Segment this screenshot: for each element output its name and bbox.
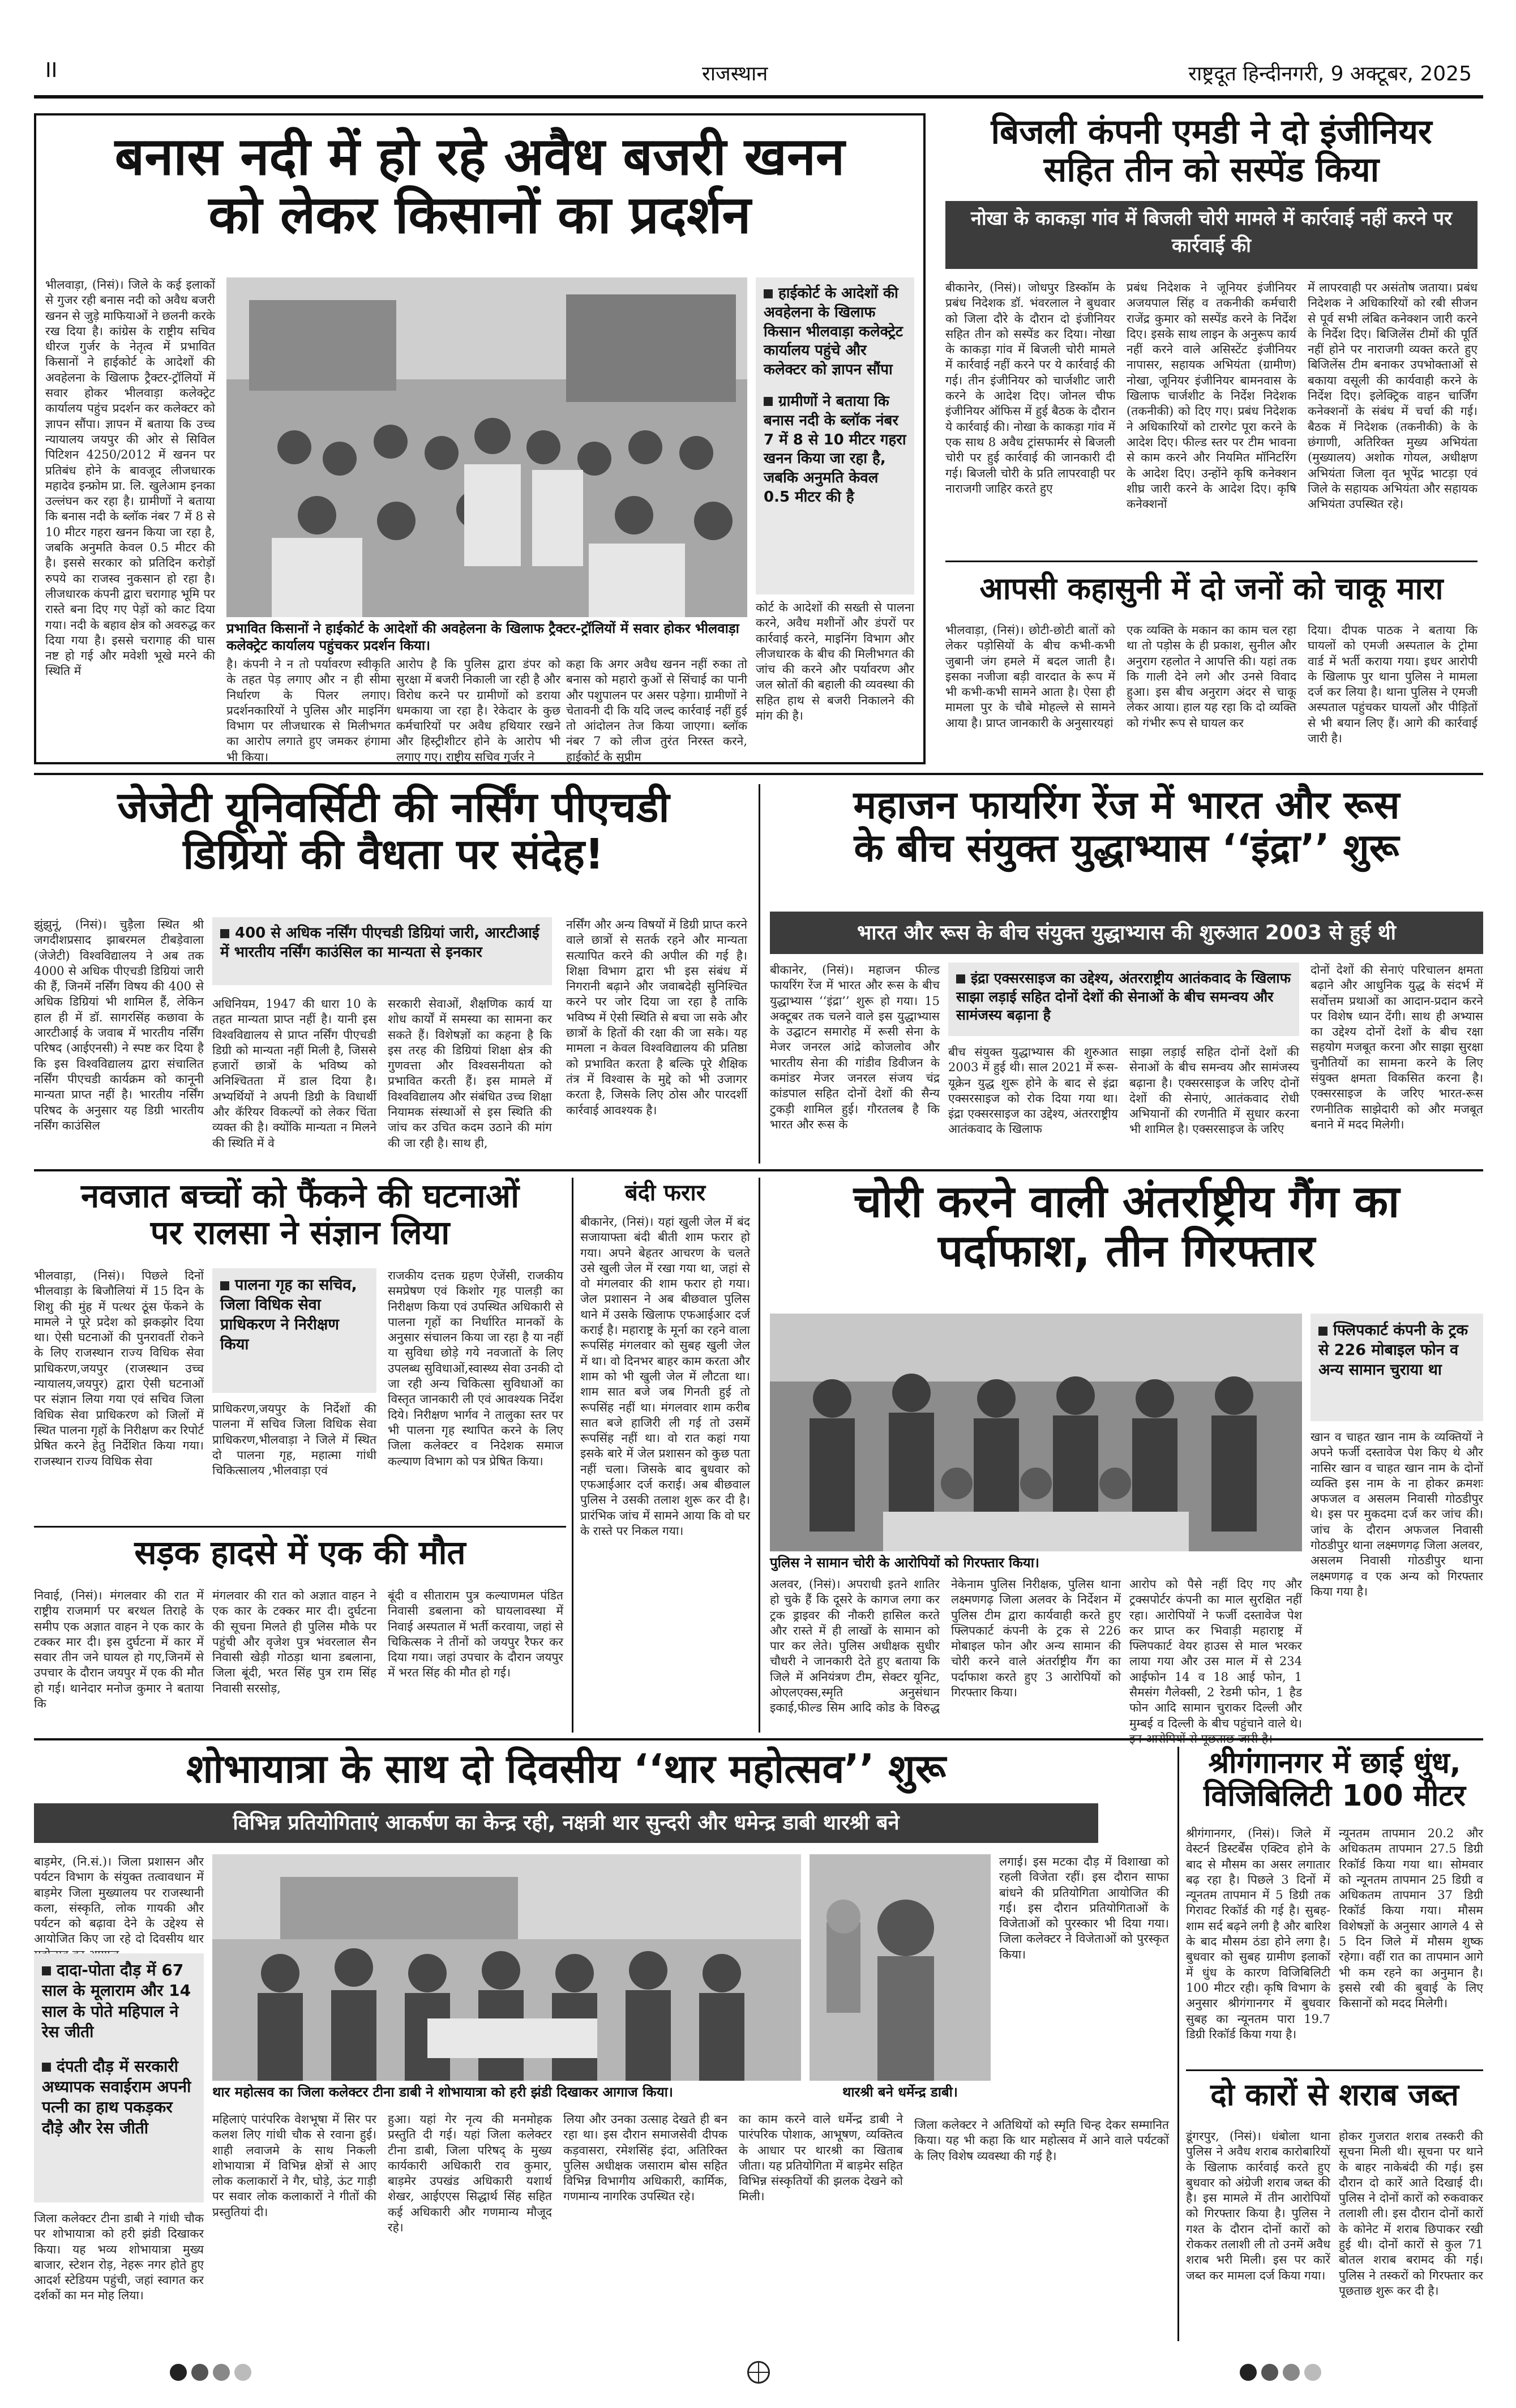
story-indra-col1: बीकानेर, (निसं)। महाजन फील्ड फायरिंग रेंज में भारत और रूस के बीच युद्धाभ्यास ‘‘इंद्रा’’ शुरू हो गया। 15 अक्टूबर तक चलने वाले इस युद्धाभ्यास के उद्घाटन समारोह में रूसी सेना के मेजर जनरल आंद्रे कोजलोव और भारतीय सेना की गांडीव डिवीजन के कमांडर मेजर जनरल संजय चंद्र कांडपाल सहित दोनों देशों की सैन्य टुकड़ी शामिल हुई। गौरतलब है कि भारत और रूस के xyxy=(770,963,940,1131)
story-thar-callouts xyxy=(34,1953,204,2202)
headline-line-1: श्रीगंगानगर में छाई धुंध, xyxy=(1208,1746,1461,1780)
callout-text: फ्लिपकार्ट कंपनी के ट्रक से 226 मोबाइल फोन व अन्य सामान चुराया था xyxy=(1318,1321,1468,1379)
story-indra-banner: भारत और रूस के बीच संयुक्त युद्धाभ्यास की शुरुआत 2003 से हुई थी xyxy=(770,912,1483,954)
bullet-icon xyxy=(220,1281,229,1290)
story-discom-col3: में लापरवाही पर असंतोष जताया। प्रबंध निदेशक ने अधिकारियों को रबी सीजन से पूर्व सभी लंबित कनेक्शन जारी करने के निर्देश दिए। बिजिलेंस टीमों की पूर्ति नहीं होने पर नाराजगी व्यक्त करते हुए बिजिलेंस टीम बनाकर उपभोक्ताओं से बकाया वसूली की कार्यवाही करने के निर्देश दिए। इलेक्ट्रिक वाहन चार्जिंग कनेक्शनों के संबंध में चर्चा की गई। बैठक में निदेशक (तकनीकी) के के छंगाणी, अतिरिक्त मुख्य अभियंता (मुख्यालय) अशोक गोयल, अधीक्षण अभियंता जिला वृत भूपेंद्र भाटड़ा एवं जिले के सहायक अभियंता और सहायक अभियंता उपस्थित रहे। xyxy=(1308,281,1478,511)
color-dot xyxy=(1283,2364,1300,2381)
color-dot xyxy=(1240,2364,1257,2381)
color-dot xyxy=(1304,2364,1321,2381)
color-dot xyxy=(1261,2364,1278,2381)
story-indra-col3: साझा लड़ाई सहित दोनों देशों की सेनाओं के बीच समन्वय और सामंजस्य बढ़ाना है। एक्सरसाइज के जरिए दोनों देशों की सेनाएं, आतंकवाद रोधी अभियानों की रणनीति में सुधार करना भी शामिल है। एक्सरसाइज के जरिए xyxy=(1129,1045,1299,1136)
page-number: II xyxy=(45,59,58,82)
story-indra-callout xyxy=(948,963,1299,1036)
story-thar-col-c: महिलाएं पारंपरिक वेशभूषा में सिर पर कलश लिए गांधी चौक से रवाना हुई। शाही लवाजमे के साथ निकली शोभायात्रा में विभिन्न क्षेत्रों से आए लोक कलाकारों ने गैर, घोड़े, ऊंट गाड़ी पर सवार लोक कलाकारों ने गीतों की प्रस्तुतियां दी। xyxy=(212,2112,376,2219)
color-dot xyxy=(191,2364,208,2381)
story-knife-col1: भीलवाड़ा, (निसं)। छोटी-छोटी बातों को लेकर पड़ोसियों के बीच कभी-कभी जुबानी जंग हमले में बदल जाती है। इसका नजीजा बड़ी वारदात के रूप में भी कभी-कभी सामने आता है। ऐसा ही मामला पुर के चौबे मोहल्ले से सामने आया है। प्राप्त जानकारी के अनुसारयहां xyxy=(945,623,1115,730)
registration-dots-left xyxy=(170,2364,256,2383)
story-fog-headline xyxy=(1186,1747,1483,1812)
story-banas-headline xyxy=(45,127,914,244)
headline-line-1: बनास नदी में हो रहे अवैध बजरी खनन xyxy=(114,126,845,187)
headline-line-2: पर्दाफाश, तीन गिरफ्तार xyxy=(938,1226,1315,1277)
headline-line-2: डिग्रियों की वैधता पर संदेह! xyxy=(183,829,604,879)
story-jjt-col1: झुंझुनूं, (निसं)। चुड़ैला स्थित श्री जगदीशप्रसाद झाबरमल टीबड़ेवाला (जेजेटी) विश्वविद्यालय ने अब तक 4000 से अधिक पीएचडी डिग्रियां जारी की हैं, जिनमें नर्सिंग विषय की 400 से अधिक डिग्रियां भी शामिल हैं, लेकिन हाल ही में डॉ. सागरसिंह कछावा के आरटीआई के जवाब में भारतीय नर्सिंग परिषद (आईएनसी) ने स्पष्ट कर दिया है कि इस विश्वविद्यालय द्वारा संचालित नर्सिंग पीएचडी कार्यक्रम को कानूनी मान्यता प्राप्त नहीं है। भारतीय नर्सिंग परिषद के अनुसार यह डिग्री भारतीय नर्सिंग काउंसिल xyxy=(34,918,204,1132)
color-dot xyxy=(170,2364,187,2381)
story-ralsa-col3: राजकीय दत्तक ग्रहण ऐजेंसी, राजकीय समप्रेषण एवं किशोर गृह पालड़ी का निरीक्षण किया एवं उपस्थित अधिकारी से पालना गृहों का निर्धारित मानकों के अनुसार संचालन किया जा रहा है या नहीं या सुविधा छोड़े गये नवजातों के लिए उपलब्ध सुविधाओं,स्वास्थ्य सेवा उनकी दो जा रही अन्य चिकित्सा सुविधाओं का विस्तृत जानकारी ली एवं आवश्यक निर्देश दिये। निरीक्षण भार्गव ने तालुका स्तर पर भी पालना गृह स्थापित करने के लिए जिला कलेक्टर व निदेशक समाज कल्याण विभाग को पत्र प्रेषित किया। xyxy=(388,1269,563,1468)
divider xyxy=(945,561,1478,562)
color-dot xyxy=(213,2364,230,2381)
story-thar-col-e: लिया और उनका उत्साह देखते ही बन रहा था। इस दौरान समाजसेवी दीपक कड़वासरा, रमेशसिंह इंदा, अतिरिक्त पुलिस अधीक्षक जसाराम बोस सहित विभिन्न विभागीय अधिकारी, कार्मिक, गणमान्य नागरिक उपस्थित रहे। xyxy=(563,2112,727,2204)
story-ralsa-col1: भीलवाड़ा, (निसं)। पिछले दिनों भीलवाड़ा के बिजौलियां में 15 दिन के शिशु की मुंह में पत्थर ठूंस फेंकने के मामले ने पूरे प्रदेश को झकझोर दिया था। ऐसी घटनाओं की पुनरावर्ती रोकने के लिए राजस्थान राज्य विधिक सेवा प्राधिकरण,जयपुर (राजस्थान उच्च न्यायालय,जयपुर) द्वारा ऐसी घटनाओं पर संज्ञान लिया गया एवं सचिव जिला विधिक सेवा प्राधिकरण को जिलों में स्थित पालना गृहों के निरीक्षण कर रिपोर्ट प्रेषित करने हेतु निर्देशित किया गया। राजस्थान राज्य विधिक सेवा xyxy=(34,1269,204,1468)
arrested-photo xyxy=(770,1314,1302,1551)
section-divider xyxy=(34,773,1483,775)
story-thar-col1b: जिला कलेक्टर टीना डाबी ने गांधी चौक पर शोभायात्रा को हरी झंडी दिखाकर किया। यह भव्य शोभायात्रा मुख्य बाजार, स्टेशन रोड़, नेहरू नगर होते हुए आदर्श स्टेडियम पहुंची, जहां स्वागत कर दर्शकों का मन मोह लिया। xyxy=(34,2212,204,2303)
story-thar-banner: विभिन्न प्रतियोगिताएं आकर्षण का केन्द्र रही, नक्षत्री थार सुन्दरी और धमेन्द्र डाबी थारश्री बने xyxy=(34,1803,1098,1843)
story-accident-col3: बूंदी व सीताराम पुत्र कल्याणमल पंडित निवासी डबलाना को घायलावस्था में निवाई अस्पताल में भर्ती करवाया, जहां से चिकित्सक ने तीनों को जयपुर रैफर कर दिया गया। जहां उपचार के दौरान जयपुर में भरत सिंह की मौत हो गई। xyxy=(388,1589,563,1680)
story-gang-callout xyxy=(1311,1314,1483,1421)
story-banas-col5: कोर्ट के आदेशों की सख्ती से पालना करने, अवैध मशीनों और डंपरों पर कार्रवाई करने, माइनिंग विभाग और लीजधारक के बीच की मिलीभगत की जांच की करने और पर्यावरण और जल स्रोतों की बहाली की व्यवस्था की सहित हाथ से बजरी निकालने की मांग की है। xyxy=(756,601,914,723)
story-banas-col2: है। कंपनी ने न तो पर्यावरण स्वीकृति के तहत पेड़ लगाए और न ही सीमा निर्धारण के पिलर लगाए। प्रदर्शनकारियों ने पुलिस और माइनिंग विभाग पर लीजधारक से मिलीभगत का आरोप लगाते हुए जमकर हंगामा भी किया। xyxy=(226,657,391,764)
story-accident-col1: निवाई, (निसं)। मंगलवार की रात में राष्ट्रीय राजमार्ग पर बरथल तिराहे के समीप एक अज्ञात वाहन ने एक कार के टक्कर मार दी। इस दुर्घटना में कार में सवार तीन जने घायल हो गए,जिनमें से उपचार के दौरान जयपुर में एक की मौत हो गई। थानेदार मनोज कुमार ने बताया कि xyxy=(34,1589,204,1711)
bullet-icon xyxy=(956,974,965,983)
story-knife-col2: एक व्यक्ति के मकान का काम चल रहा था तो पड़ोस के ही प्रकाश, सुनील और अनुराग रहलोत ने आपत्ति की। यहां तक कि गाली देने लगे और उनसे विवाद हुआ। इस बीच अनुराग अंदर से चाकू लेकर आया। हाल यह रहा कि दो व्यक्ति को गंभीर रूप से घायल कर xyxy=(1127,623,1296,730)
story-banas-col3: आरोप है कि पुलिस द्वारा डंपर को सुरक्षा में बजरी निकाली जा रही है और विरोध करने पर ग्रामीणों को डराया धमकाया जा रहा है। रेकेदार के कुछ कर्मचारियों पर अवैध हथियार रखने और हिस्ट्रीशीटर होने के आरोप भी लगाए गए। राष्ट्रीय सचिव गुर्जर ने xyxy=(396,657,560,764)
story-prisoner-headline: बंदी फरार xyxy=(624,1180,706,1206)
divider xyxy=(34,1526,566,1528)
divider xyxy=(1177,1747,1179,2341)
story-indra-headline xyxy=(770,784,1483,870)
story-discom-col2: प्रबंध निदेशक ने जूनियर इंजीनियर अजयपाल सिंह व तकनीकी कर्मचारी राजेंद्र कुमार को सस्पेंड करने के निर्देश दिए। इसके साथ लाइन के अनुरूप कार्य नहीं करने वाले असिस्टेंट इंजीनियर नापासर, सहायक अभियंता (ग्रामीण) नोखा, जूनियर इंजीनियर बामनवास के खिलाफ चार्जशीट के निर्देश निदेशक (तकनीकी) को दिए गए। प्रबंध निदेशक ने अधिकारियों को टारगेट पूरा करने के आदेश दिए। फील्ड स्तर पर टीम भावना से काम करने और नियमित मॉनिटरिंग के आदेश दिए। उन्होंने कृषि कनेक्शन शीघ्र जारी करने के आदेश दिए। कृषि कनेक्शनों xyxy=(1127,281,1296,511)
story-prisoner-body: बीकानेर, (निसं)। यहां खुली जेल में बंद सजायाफ्ता बंदी बीती शाम फरार हो गया। अपने बेहतर आचरण के चलते उसे खुली जेल में रखा गया था, जहां से वो मंगलवार की शाम फरार हो गया। जेल प्रशासन ने अब बीछवाल पुलिस थाने में उसके खिलाफ एफआईआर दर्ज कराई है। महाराष्ट्र के मूर्ना का रहने वाला रूपसिंह मंगलवार को सुबह खुली जेल में था। वो दिनभर बाहर काम करता और शाम को भी खुली जेल में लौटता था। शाम सात बजे जब गिनती हुई तो रूपसिंह नहीं था। मंगलवार शाम करीब सात बजे हाजिरी ली गई तो उसमें रूपसिंह नहीं था। वो रात कहां गया इसके बारे में जेल प्रशासन को कुछ पता नहीं चला। जिसके बाद बुधवार को एफआईआर दर्ज कराई। अब बीछवाल पुलिस ने उसकी तलाश शुरू कर दी है। प्रारंभिक जांच में सामने आया कि वो घर के रास्ते पर निकल गया। xyxy=(580,1215,750,1538)
story-banas-callouts xyxy=(756,277,914,594)
color-dot xyxy=(234,2364,251,2381)
callout-text: 400 से अधिक नर्सिंग पीएचडी डिग्रियां जारी, आरटीआई में भारतीय नर्सिंग काउंसिल का मान्यता से इनकार xyxy=(220,925,539,961)
bullet-icon xyxy=(220,929,229,938)
headline-line-2: को लेकर किसानों का प्रदर्शन xyxy=(208,185,751,246)
story-liquor-headline: दो कारों से शराब जब्त xyxy=(1210,2077,1459,2112)
bullet-icon xyxy=(764,397,773,406)
story-jjt-col2: अधिनियम, 1947 की धारा 10 के तहत मान्यता प्राप्त नहीं है। यानी इस विश्वविद्यालय से प्राप्त नर्सिंग पीएचडी डिग्री को मान्यता नहीं मिली है, जिससे हजारों छात्रों के भविष्य को अनिश्चितता में डाल दिया है। अभ्यर्थियों ने अपनी डिग्री के विधार्थी और कॅरियर विकल्पों को लेकर चिंता व्यक्त की है। क्योंकि मान्यता न मिलने की स्थिति में वे xyxy=(212,997,376,1150)
story-gang-headline xyxy=(770,1178,1483,1277)
callout-1: हाईकोर्ट के आदेशों की अवहेलना के खिलाफ किसान भीलवाड़ा कलेक्ट्रेट कार्यालय पहुंचे और कलेक्टर को ज्ञापन सौंपा xyxy=(764,285,903,379)
story-ralsa-callout xyxy=(212,1268,376,1393)
story-gang-body-a: अलवर, (निसं)। अपराधी इतने शातिर हो चुके हैं कि दूसरे के कागज लगा कर ट्रक ड्राइवर की नौकरी हासिल करते और रास्ते में ही लाखों के सामान को पार कर लेते। पुलिस अधीक्षक सुधीर चौधरी ने जानकारी देते हुए बताया कि जिले में अनियंत्रण टीम, सेक्टर यूनिट, ओएलएक्स,स्मृति अनुसंधान इकाई,फील्ड सिम आदि कोड के विरुद्ध नेकेनाम पुलिस निरीक्षक, पुलिस थाना लक्ष्मणगढ़ जिला अलवर के निर्देशन में पुलिस टीम द्वारा कार्यवाही करते हुए फ्लिपकार्ट कंपनी के ट्रक से 226 मोबाइल फोन और अन्य सामान की चोरी करने वाले अंतर्राष्ट्रीय गैंग का पर्दाफाश करते हुए 3 आरोपियों को गिरफ्तार किया। xyxy=(770,1577,1121,1715)
dateline: राष्ट्रदूत हिन्दीनगरी, 9 अक्टूबर, 2025 xyxy=(1188,62,1472,85)
bullet-icon xyxy=(764,289,773,298)
arrested-photo-image xyxy=(770,1314,1302,1551)
registration-dots-right xyxy=(1240,2364,1326,2383)
thar-rally-caption: थार महोत्सव का जिला कलेक्टर टीना डाबी ने शोभायात्रा को हरी झंडी दिखाकर आगाज किया। xyxy=(212,2084,673,2100)
divider xyxy=(759,784,760,1164)
headline-line-1: जेजेटी यूनिवर्सिटी की नर्सिंग पीएचडी xyxy=(117,783,670,832)
section-name: राजस्थान xyxy=(702,62,768,85)
divider xyxy=(572,1178,573,1733)
story-jjt-col4: नर्सिंग और अन्य विषयों में डिग्री प्राप्त करने वाले छात्रों से सतर्क रहने और मान्यता सत्यापित करने की अपील की गई है। शिक्षा विभाग द्वारा भी इस संबंध में निगरानी बढ़ाने और जवाबदेही सुनिश्चित करने पर जोर दिया जा रहा है ताकि भविष्य में ऐसी स्थिति से बचा जा सके और छात्रों के हितों की रक्षा की जा सके। यह मामला न केवल विश्वविद्यालय की प्रतिष्ठा को प्रभावित करता है बल्कि पूरे शैक्षिक तंत्र में विश्वास के मुद्दे को भी उजागर करता है, जिसके लिए ठोस और पारदर्शी कार्रवाई आवश्यक है। xyxy=(566,918,747,1117)
story-jjt-callout xyxy=(212,917,552,985)
tharshree-photo-image xyxy=(810,1854,991,2081)
story-accident-headline: सड़क हादसे में एक की मौत xyxy=(134,1533,466,1572)
story-banas-col1: भीलवाड़ा, (निसं)। जिले के कई इलाकों से गुजर रही बनास नदी को अवैध बजरी खनन से जुड़े माफियाओं ने छलनी करके रख दिया है। कांग्रेस के राष्ट्रीय सचिव धीरज गुर्जर के नेतृत्व में प्रभावित किसानों ने हाईकोर्ट के आदेशों की अवहेलना के खिलाफ ट्रैक्टर-ट्रॉलियों में सवार होकर भीलवाड़ा कलेक्ट्रेट कार्यालय पहुंच प्रदर्शन कर कलेक्टर को ज्ञापन सौंपा। ज्ञापन में बताया कि उच्च न्यायालय जयपुर की ओर से सिविल पिटिशन 4250/2012 में खनन पर प्रतिबंध होने के बावजूद लीजधारक महादेव इन्फ्रोम प्रा. लि. खुलेआम इनका उल्लंघन कर रहा है। ग्रामीणों ने बताया कि बनास नदी के ब्लॉक नंबर 7 में 8 से 10 मीटर गहरा खनन किया जा रहा है, जबकि अनुमति केवल 0.5 मीटर की है। इससे सरकार को प्रतिदिन करोड़ों रुपये का राजस्व नुकसान हो रहा है। लीजधारक कंपनी द्वारा चरागाह भूमि पर रास्ते बना दिए गए पेड़ों को काट दिया गया। नदी के बहाव क्षेत्र को अवरुद्ध कर दिया गया है। इससे चरागाह की घास नष्ट हो गई और मवेशी भूखे मरने की स्थिति में xyxy=(45,278,215,678)
story-indra-col4: दोनों देशों की सेनाएं परिचालन क्षमता बढ़ाने और आधुनिक युद्ध के संदर्भ में सर्वोत्तम प्रथाओं का आदान-प्रदान करने पर विशेष ध्यान देंगी। साथ ही अभ्यास का उद्देश्य दोनों देशों के बीच रक्षा सहयोग मजबूत करना और साझा सुरक्षा चुनौतियों का सामना करने के लिए संयुक्त क्षमता विकसित करना है। एक्सरसाइज के जरिए भारत-रूस रणनीतिक साझेदारी को और मजबूत बनाने में मदद मिलेगी। xyxy=(1311,963,1483,1131)
thar-rally-photo xyxy=(212,1854,801,2081)
section-divider xyxy=(34,1738,1483,1740)
tharshree-caption: थारश्री बने धर्मेन्द्र डाबी। xyxy=(842,2084,958,2100)
callout-text: इंद्रा एक्सरसाइज का उद्देश्य, अंतरराष्ट्रीय आतंकवाद के खिलाफ साझा लड़ाई सहित दोनों देशों की सेनाओं के बीच समन्वय और सामंजस्य बढ़ाना है xyxy=(956,970,1291,1023)
arrested-photo-caption: पुलिस ने सामान चोरी के आरोपियों को गिरफ्तार किया। xyxy=(770,1555,1040,1571)
headline-line-1: नवजात बच्चों को फैंकने की घटनाओं xyxy=(81,1177,519,1215)
story-fog-col1: श्रीगंगानगर, (निसं)। जिले में वेस्टर्न डिस्टर्बेंस एक्टिव होने के बाद से मौसम का असर लगातार बढ़ रहा है। पिछले 3 दिनों में न्यूनतम तापमान में 5 डिग्री तक गिरावट रिकॉर्ड की गई है। सुबह-शाम सर्द बढ़ने लगी है और बारिश के बाद मौसम ठंडा होने लगा है। बुधवार को सुबह ग्रामीण इलाकों में धुंध के कारण विजिबिलिटी 100 मीटर रही। कृषि विभाग के अनुसार श्रीगंगानगर में बुधवार सुबह का न्यूनतम पारा 19.7 डिग्री रिकॉर्ड किया गया है। xyxy=(1186,1827,1330,2041)
callout-2: ग्रामीणों ने बताया कि बनास नदी के ब्लॉक नंबर 7 में 8 से 10 मीटर गहरा खनन किया जा रहा है, जबकि अनुमति केवल 0.5 मीटर की है xyxy=(764,392,906,506)
story-knife-col3: दिया। दीपक पाठक ने बताया कि घायलों को एमजी अस्पताल के ट्रोमा वार्ड में भर्ती कराया गया। इधर आरोपी के खिलाफ पुर थाना पुलिस ने मामला दर्ज कर लिया है। थाना पुलिस ने एमजी अस्पताल पहुंचकर घायलों और पीड़ितों से भी बयान लिए हैं। आगे की कार्रवाई जारी है। xyxy=(1308,623,1478,746)
section-divider xyxy=(34,1169,1483,1171)
story-liquor-col1: डूंगरपुर, (निसं)। धंबोला थाना पुलिस ने अवैध शराब कारोबारियों के खिलाफ कार्रवाई करते हुए बुधवार को अंग्रेजी शराब जब्त की है। इस मामले में तीन आरोपियों को गिरफ्तार किया है। पुलिस ने गश्त के दौरान दोनों कारों को रोककर तलाशी ली तो उनमें अवैध शराब भरी मिली। इस पर कारें जब्त कर मामला दर्ज किया गया। xyxy=(1186,2129,1330,2282)
bullet-icon xyxy=(42,2063,51,2072)
story-thar-headline: शोभायात्रा के साथ दो दिवसीय ‘‘थार महोत्सव’’ शुरू xyxy=(186,1746,946,1792)
story-discom-headline xyxy=(940,113,1483,189)
story-fog-col2: न्यूनतम तापमान 20.2 और अधिकतम तापमान 27.5 डिग्री रिकॉर्ड किया गया था। सोमवार को न्यूनतम तापमान 25 डिग्री व अधिकतम तापमान 37 डिग्री रिकॉर्ड किया गया। मौसम विशेषज्ञों के अनुसार आगले 4 से 5 दिन जिले में मौसम शुष्क रहेगा। वहीं रात का तापमान आगे भी कम रहने का अनुमान है। इससे रबी की बुवाई के लिए किसानों को मदद मिलेगी। xyxy=(1339,1827,1483,2011)
headline-line-2: विजिबिलिटी 100 मीटर xyxy=(1204,1779,1466,1814)
protest-photo-image xyxy=(226,277,747,617)
story-gang-body-c: खान व चाहत खान नाम के व्यक्तियों ने अपने फर्जी दस्तावेज पेश किए थे और नासिर खान व चाहत खान नाम के दोनों व्यक्ति इस नाम के ना होकर क्रमशः अफजल व असलम निवासी गोठडीपुर थे। इस पर मुकदमा दर्ज कर जांच की। जांच के दौरान अफजल निवासी गोठडीपुर थाना लक्ष्मणगढ़ जिला अलवर, असलम निवासी गोठडीपुर थाना लक्ष्मणगढ़ व एक अन्य को गिरफ्तार किया गया है। xyxy=(1311,1430,1483,1598)
story-accident-col2: मंगलवार की रात को अज्ञात वाहन ने एक कार के टक्कर मार दी। दुर्घटना की सूचना मिलते ही पुलिस मौके पर पहुंची और वृजेश पुत्र भंवरलाल सैन निवासी खेड़ी गोठड़ा थाना डबलाना, जिला बूंदी, भरत सिंह पुत्र राम सिंह निवासी सरसोड़, xyxy=(212,1589,376,1695)
registration-mark-icon xyxy=(747,2361,770,2384)
headline-line-2: के बीच संयुक्त युद्धाभ्यास ‘‘इंद्रा’’ शुरू xyxy=(854,826,1399,871)
headline-line-1: चोरी करने वाली अंतर्राष्ट्रीय गैंग का xyxy=(853,1177,1400,1227)
protest-photo-caption: प्रभावित किसानों ने हाईकोर्ट के आदेशों की अवहेलना के खिलाफ ट्रैक्टर-ट्रॉलियों में सवार होकर भीलवाड़ा कलेक्ट्रेट कार्यालय पहुंचकर प्रदर्शन किया। xyxy=(226,621,739,653)
story-thar-col-h: जिला कलेक्टर ने अतिथियों को स्मृति चिन्ह देकर सम्मानित किया। यह भी कहा कि थार महोत्सव में आने वाले पर्यटकों के लिए विशेष व्यवस्था की गई है। xyxy=(914,2118,1169,2163)
story-gang-body-b: आरोप को पैसे नहीं दिए गए और ट्रक्सपोर्टर कंपनी का माल सुरक्षित नहीं रहा। आरोपियों ने फर्जी दस्तावेज पेश कर प्राप्त कर भिवाड़ी महाराष्ट्र में फ्लिपकार्ट वेयर हाउस से माल भरकर लाया गया और उस माल में से 234 आईफोन 14 व 18 आई फोन, 1 सैमसंग गैलेक्सी, 2 रेडमी फोन, 1 हैड फोन आदि सामान चुराकर दिल्ली और मुम्बई व दिल्ली के बीच पहुंचाने वाले थे। xyxy=(1129,1577,1302,1730)
callout-text: पालना गृह का सचिव, जिला विधिक सेवा प्राधिकरण ने निरीक्षण किया xyxy=(220,1276,357,1354)
story-thar-col1: बाड़मेर, (नि.सं.)। जिला प्रशासन और पर्यटन विभाग के संयुक्त तत्वावधान में बाड़मेर जिला मुख्यालय पर राजस्थानी कला, संस्कृति, लोक गायकी और पर्यटन को बढ़ावा देने के उद्देश्य से आयोजित किए जा रहे दो दिवसीय थार xyxy=(34,1855,204,1946)
headline-line-2: पर रालसा ने संज्ञान लिया xyxy=(150,1213,450,1252)
story-ralsa-col2: प्राधिकरण,जयपुर के निर्देशों की पालना में सचिव जिला विधिक सेवा प्राधिकरण,भीलवाड़ा ने जिले में स्थित दो पालना गृह, महात्मा गांधी चिकित्सालय ,भीलवाड़ा एवं xyxy=(212,1402,376,1478)
callout-1: दादा-पोता दौड़ में 67 साल के मूलाराम और 14 साल के पोते महिपाल ने रेस जीती xyxy=(42,1961,191,2042)
story-jjt-headline xyxy=(34,784,753,878)
divider xyxy=(759,1178,760,1733)
thar-rally-photo-image xyxy=(212,1854,801,2081)
story-knife-headline: आपसी कहासुनी में दो जनों को चाकू मारा xyxy=(979,571,1444,606)
protest-photo xyxy=(226,277,747,617)
tharshree-photo xyxy=(810,1854,991,2081)
page-header xyxy=(34,51,1483,99)
story-discom-banner: नोखा के काकड़ा गांव में बिजली चोरी मामले में कार्रवाई नहीं करने पर कार्रवाई की xyxy=(945,201,1478,269)
headline-line-1: बिजली कंपनी एमडी ने दो इंजीनियर xyxy=(991,112,1432,152)
headline-line-2: सहित तीन को सस्पेंड किया xyxy=(1043,150,1380,190)
headline-line-1: महाजन फायरिंग रेंज में भारत और रूस xyxy=(853,783,1400,828)
story-liquor-col2: होकर गुजरात शराब तस्करी की सूचना मिली थी। सूचना पर थाने के बाहर नाकेबंदी की गई। इस दौरान दो कारें आते दिखाई दी। पुलिस ने दोनों कारों को रुकवाकर तलाशी ली। इस दौरान दोनों कारों के कोनेट में शराब छिपाकर रखी हुई थी। दोनों कारों से कुल 71 बोतल शराब बरामद की गई। पुलिस ने तस्करों को गिरफ्तार कर पूछताछ शुरू कर दी है। xyxy=(1339,2129,1483,2298)
divider xyxy=(1186,2069,1483,2071)
story-banas-col4: कहा कि अगर अवैध खनन नहीं रुका तो बनास को महारो कुओं से सिंचाई का पानी और पशुपालन पर असर पड़ेगा। ग्रामीणों ने चेतावनी दी कि यदि जल्द कार्रवाई नहीं हुई तो आंदोलन तेज किया जाएगा। ब्लॉक नंबर 7 को लीज तुरंत निरस्त करने, हाईकोर्ट के सुप्रीम xyxy=(566,657,747,764)
story-jjt-col3: सरकारी सेवाओं, शैक्षणिक कार्य या शोध कार्यों में समस्या का सामना कर सकते हैं। विशेषज्ञों का कहना है कि इस तरह की डिग्रियां शिक्षा क्षेत्र की गुणवत्ता और विश्वसनीयता को प्रभावित करती हैं। इस मामले में विश्वविद्यालय और संबंधित उच्च शिक्षा नियामक संस्थाओं से इस स्थिति की जांच कर उचित कदम उठाने की मांग की जा रही है। साथ ही, xyxy=(388,997,552,1150)
callout-2: दंपती दौड़ में सरकारी अध्यापक सवाईराम अपनी पत्नी का हाथ पकड़कर दौड़े और रेस जीती xyxy=(42,2056,191,2137)
bullet-icon xyxy=(42,1966,51,1975)
story-ralsa-headline xyxy=(34,1178,566,1251)
bullet-icon xyxy=(1318,1327,1327,1336)
story-indra-col2: बीच संयुक्त युद्धाभ्यास की शुरुआत 2003 में हुई थी। साल 2021 में रूस-यूक्रेन युद्ध शुरू होने के बाद से इंद्रा एक्सरसाइज को रोक दिया गया था। इंद्रा एक्सरसाइज का उद्देश्य, अंतरराष्ट्रीय आतंकवाद के खिलाफ xyxy=(948,1045,1118,1136)
story-thar-col-g: लगाई। इस मटका दौड़ में विशाखा को रहली विजेता रहीं। इस दौरान साफा बांधने की प्रतियोगिता आयोजित की गई। इस दौरान प्रतियोगिताओं के विजेताओं को पुरस्कार भी दिया गया। जिला कलेक्टर ने विजेताओं को पुरस्कृत किया। xyxy=(999,1855,1169,1961)
story-thar-col-d: हुआ। यहां गेर नृत्य की मनमोहक प्रस्तुति दी गई। यहां जिला कलेक्टर टीना डाबी, जिला परिषद् के मुख्य कार्यकारी अधिकारी राव कुमार, बाड़मेर उपखंड अधिकारी यशार्थ शेखर, आईएएस सिद्धार्थ सिंह सहित कई अधिकारी और गणमान्य मौजूद रहे। xyxy=(388,2112,552,2235)
story-discom-col1: बीकानेर, (निसं)। जोधपुर डिस्कॉम के प्रबंध निदेशक डॉ. भंवरलाल ने बुधवार को जिला दौरे के दौरान दो इंजीनियर सहित तीन को सस्पेंड कर दिया। नोखा के काकड़ा गांव में बिजली चोरी मामले में कार्रवाई नहीं करने पर ये कार्रवाई की गई। तीन इंजीनियर को चार्जशीट जारी करने के आदेश दिए। जोनल चीफ इंजीनियर ऑफिस में हुई बैठक के दौरान ये कार्रवाई की। नोखा के काकड़ा गांव में एक साथ 8 अवैध ट्रांसफार्मर से बिजली चोरी पर हुई कार्रवाई की जानकारी दी गई। बिजली चोरी के प्रति लापरवाही पर नाराजगी जाहिर करते हुए xyxy=(945,281,1115,495)
story-thar-col-f: का काम करने वाले धर्मेन्द्र डाबी ने पारंपरिक पोशाक, आभूषण, व्यक्तित्व के आधार पर थारश्री का खिताब जीता। यह प्रतियोगिता में बाड़मेर सहित विभिन्न संस्कृतियों की झलक देखने को मिली। xyxy=(739,2112,903,2204)
